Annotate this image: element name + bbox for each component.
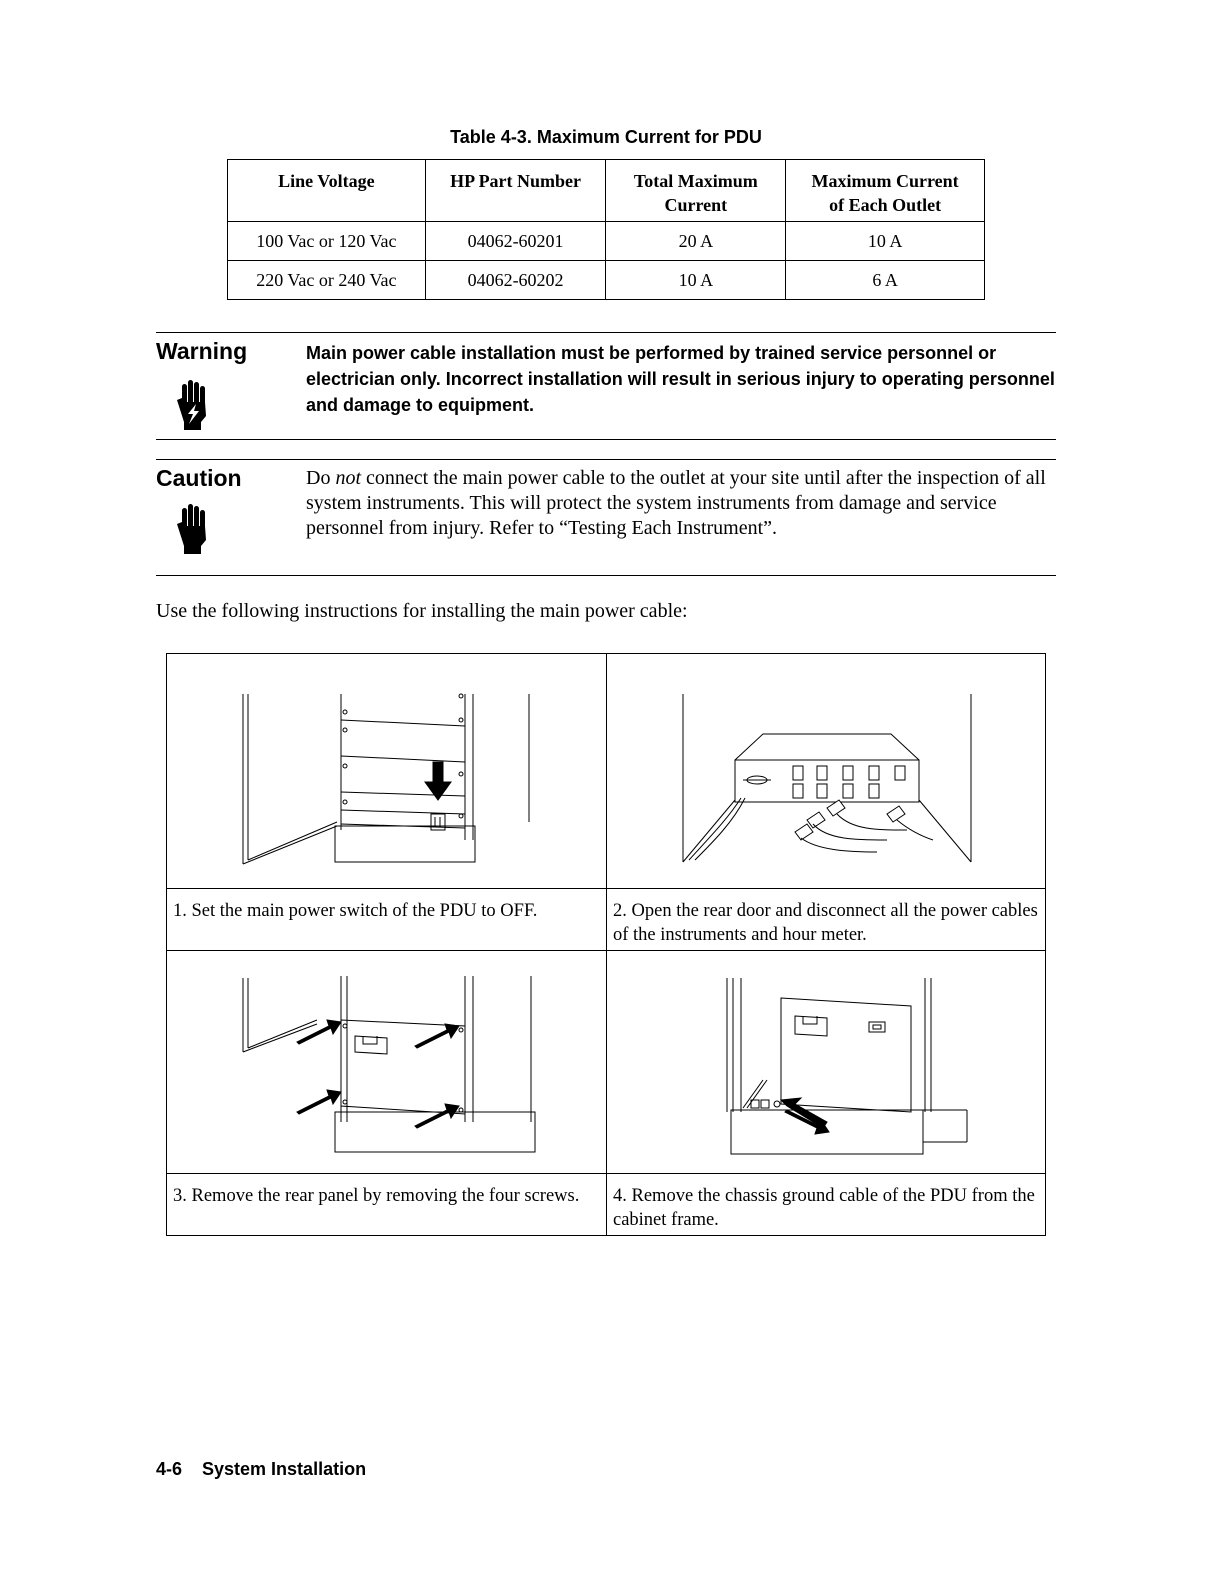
warning-hand-icon [174, 380, 214, 432]
grid-divider [167, 950, 1045, 951]
step-4-ground-cable-illustration [677, 972, 977, 1162]
header-total-current: Total Maximum Current [606, 160, 786, 222]
table-cell: 20 A [606, 222, 786, 261]
caution-label: Caution [156, 465, 242, 491]
step-2-pdu-illustration [677, 690, 977, 870]
page-footer [156, 1459, 366, 1480]
header-outlet-current: Maximum Current of Each Outlet [786, 160, 985, 222]
caution-text: Do not connect the main power cable to the outlet at your site until after the inspection of all system instruments. This will protect the system instruments from damage and service personnel from injury. Refer to “Testing Each Instrument”. [306, 467, 1046, 539]
caution-hand-icon [174, 504, 214, 556]
step-3-rear-panel-illustration [237, 972, 537, 1162]
step-4-text: 4. Remove the chassis ground cable of the PDU from the cabinet frame. [613, 1186, 1035, 1230]
table-cell: 04062-60202 [425, 261, 606, 300]
table-cell: 100 Vac or 120 Vac [228, 222, 426, 261]
warning-label: Warning [156, 338, 248, 364]
step-1-cabinet-illustration [237, 690, 537, 870]
table-row [228, 261, 985, 300]
header-part-number: HP Part Number [425, 160, 606, 222]
table-row [228, 222, 985, 261]
intro-text: Use the following instructions for installing the main power cable: [156, 600, 688, 622]
table-caption: Table 4-3. Maximum Current for PDU [450, 127, 762, 147]
table-header-row [228, 160, 985, 222]
caution-top-rule [156, 459, 1056, 460]
steps-figure-grid [166, 653, 1046, 1236]
warning-text: Main power cable installation must be performed by trained service personnel or electrician only. Incorrect installation will result in serious injury to operating personnel and damage to equipment. [306, 343, 1055, 415]
warning-bottom-rule [156, 439, 1056, 440]
section-title: System Installation [202, 1459, 367, 1479]
step-2-text: 2. Open the rear door and disconnect all the power cables of the instruments and hour meter. [613, 901, 1038, 945]
table-cell: 10 A [786, 222, 985, 261]
table-cell: 220 Vac or 240 Vac [228, 261, 426, 300]
pdu-current-table [227, 159, 985, 300]
page-number: 4-6 [156, 1459, 183, 1479]
caution-bottom-rule [156, 575, 1056, 576]
table-cell: 6 A [786, 261, 985, 300]
grid-divider [167, 888, 1045, 889]
table-cell: 04062-60201 [425, 222, 606, 261]
warning-top-rule [156, 332, 1056, 333]
grid-divider [167, 1173, 1045, 1174]
step-3-text: 3. Remove the rear panel by removing the four screws. [173, 1186, 580, 1206]
step-1-text: 1. Set the main power switch of the PDU to OFF. [173, 901, 538, 921]
header-line-voltage: Line Voltage [228, 160, 426, 222]
table-cell: 10 A [606, 261, 786, 300]
